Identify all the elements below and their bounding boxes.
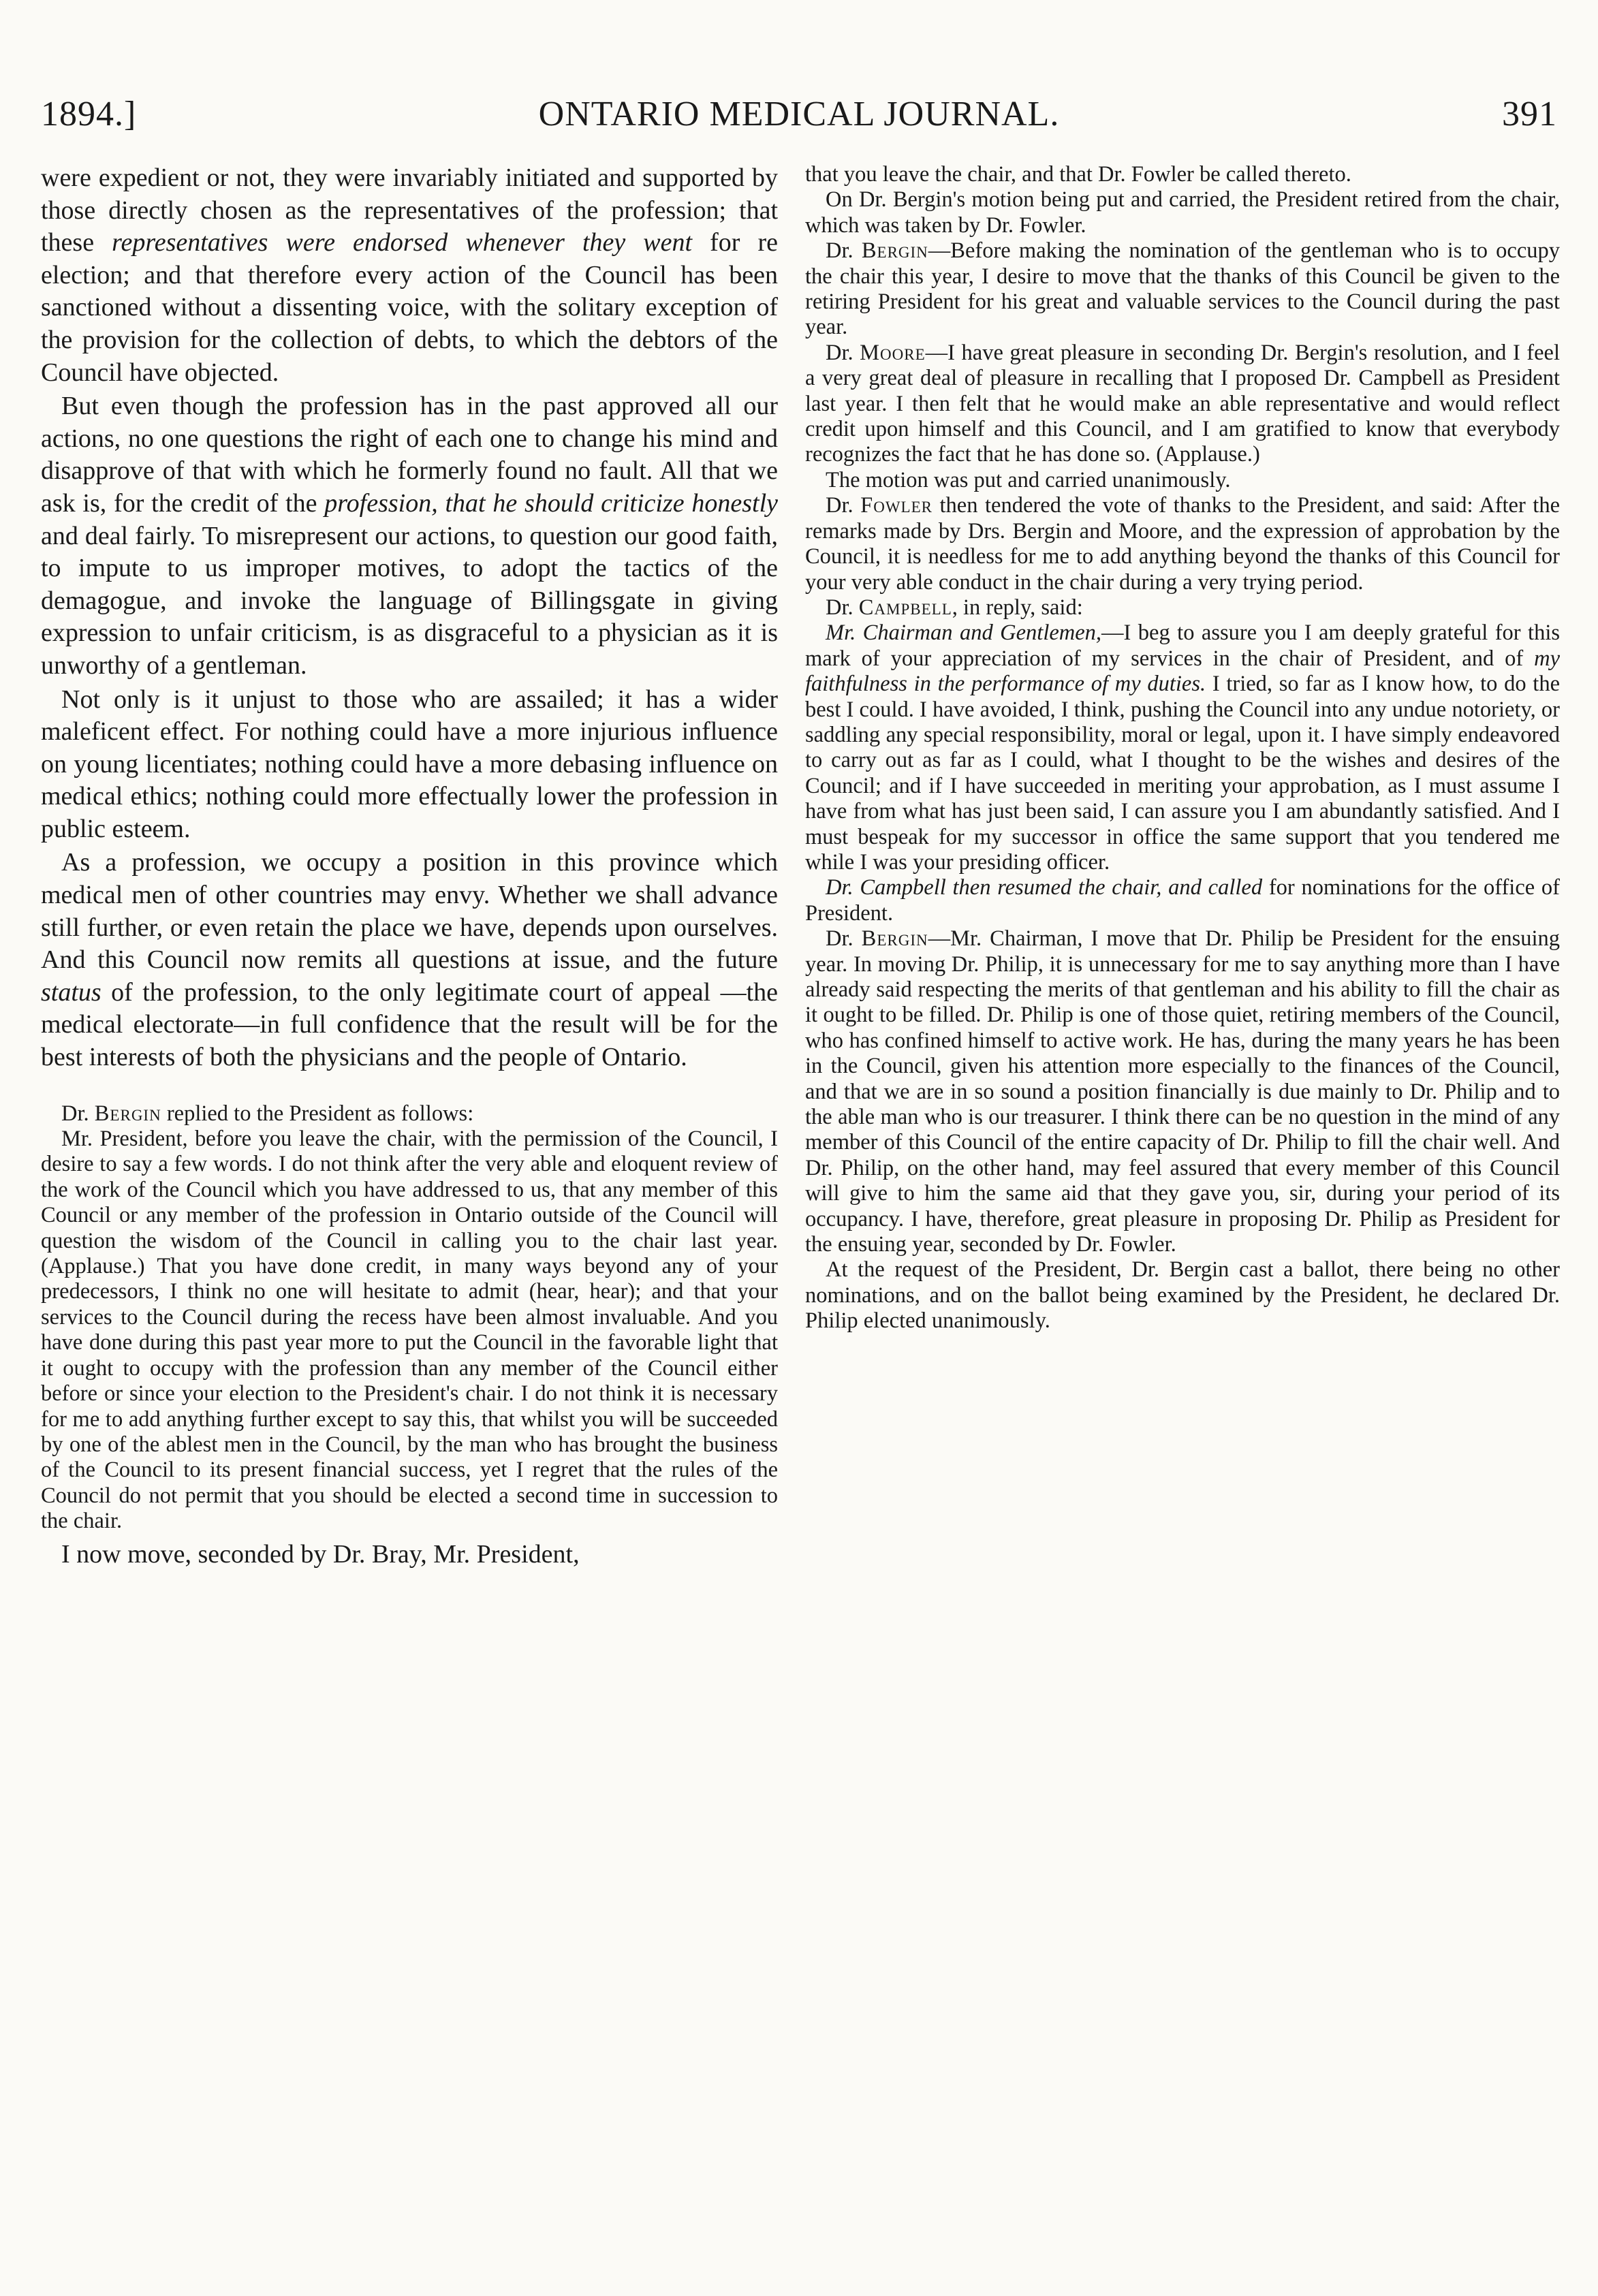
speaker-name: Moore — [860, 340, 926, 365]
paragraph: were expedient or not, they were invariably initiated and supported by those directly chosen as the representatives of the profession; that these representatives were endorsed whenever they went for re election; and that therefore every action of the Council has been sanctioned without a dissenting voice, with the solitary exception of the provision for the collection of debts, to which the debtors of the Council have objected. — [41, 163, 779, 387]
paragraph: But even though the profession has in the past approved all our actions, no one questions the right of each one to change his mind and disapprove of that with which he formerly found no fault. All that we ask is, for the credit of the profession, that he should criticize honestly and deal fairly. To misrepresent our actions, to question our good faith, to impute to us improper motives, to adopt the tactics of the demagogue, and invoke the language of Billingsgate in giving expression to unfair criticism, is as disgraceful to a physician as it is unworthy of a gentleman. — [41, 392, 778, 680]
header-year: 1894.] — [41, 95, 137, 133]
speaker-intro: Dr. Bergin replied to the President as follows: — [61, 1101, 474, 1126]
paragraph: Dr. Campbell then resumed the chair, and called for nominations for the office of President. — [805, 875, 1560, 926]
running-header — [41, 94, 1557, 135]
paragraph: Dr. Bergin—Mr. Chairman, I move that Dr. Philip be President for the ensuing year. In moving Dr. Philip, it is unnecessary for me to say anything more than I have already said respecting the merits of that gentleman and his ability to fill the chair as it ought to be filled. Dr. Philip is one of those quiet, retiring members of the Council, who has confined himself to active work. He has, during the many years he has been in the Council, given his attention more especially to the finances of the Council, and that we are in so sound a position financially is due mainly to Dr. Philip and to the able man who is our treasurer. I think there can be no question in the mind of any member of this Council of the entire capacity of Dr. Philip to fill the chair well. And Dr. Philip, on the other hand, may feel assured that every member of this Council will give to him the same aid that they gave you, sir, during your period of its occupancy. I have, therefore, great pleasure in proposing Dr. Philip as President for the ensuing year, seconded by Dr. Fowler. — [805, 926, 1561, 1257]
paragraph: As a profession, we occupy a position in this province which medical men of other countries may envy. Whether we shall advance still further, or even retain the place we have, depends upon ourselves. And this Council now remits all questions at issue, and the future status of the profession, to the only legitimate court of appeal —the medical electorate—in full confidence that the result will be for the best interests of both the physicians and the people of Ontario. — [41, 848, 778, 1072]
journal-title: ONTARIO MEDICAL JOURNAL. — [538, 95, 1060, 133]
paragraph: Mr. Chairman and Gentlemen,—I beg to assure you I am deeply grateful for this mark of your appreciation of my services in the chair of President, and of my faithfulness in the performance of my duties. I tried, so far as I know how, to do the best I could. I have avoided, I think, pushing the Council into any undue notoriety, or saddling any special responsibility, moral or legal, upon it. I have simply endeavored to carry out as far as I could, what I thought to be the wishes and desires of the Council; and if I have succeeded in meriting your approbation, as I must assume I have from what has just been said, I can assure you I am abundantly satisfied. And I must bespeak for my successor in office the same support that you tendered me while I was your presiding officer. — [805, 620, 1561, 875]
paragraph: At the request of the President, Dr. Bergin cast a ballot, there being no other nominations, and on the ballot being examined by the President, he declared Dr. Philip elected unanimously. — [805, 1257, 1560, 1334]
paragraph: Dr. Campbell, in reply, said: — [826, 595, 1083, 620]
paragraph: Dr. Fowler then tendered the vote of thanks to the President, and said: After the remarks made by Drs. Bergin and Moore, and the expression of approbation by the Council, it is needless for me to add anything beyond the thanks of this Council for your very able conduct in the chair during a very trying period. — [805, 493, 1561, 595]
paragraph: On Dr. Bergin's motion being put and carried, the President retired from the chair, which was taken by Dr. Fowler. — [805, 187, 1560, 238]
right-column — [805, 162, 1560, 1334]
paragraph: Dr. Bergin—Before making the nomination of the gentleman who is to occupy the chair this year, I desire to move that the thanks of this Council be given to the retiring President for his great and valuable services to the Council during the past year. — [805, 238, 1561, 340]
speech-paragraph: I now move, seconded by Dr. Bray, Mr. President, — [61, 1539, 580, 1569]
speaker-name: Bergin — [94, 1101, 161, 1126]
speaker-name: Bergin — [861, 238, 928, 264]
speaker-name: Fowler — [860, 493, 933, 518]
paragraph: that you leave the chair, and that Dr. Fowler be called thereto. — [805, 162, 1351, 187]
page-number: 391 — [1502, 95, 1557, 133]
paragraph: Dr. Moore—I have great pleasure in seconding Dr. Bergin's resolution, and I feel a very great deal of pleasure in recalling that I proposed Dr. Campbell as President last year. I then felt that he would make an able representative and would reflect credit upon himself and this Council, and I am gratified to know that everybody recognizes the fact that he has done so. (Applause.) — [805, 340, 1560, 467]
paragraph: The motion was put and carried unanimously. — [826, 467, 1231, 492]
left-column — [41, 162, 778, 1570]
speaker-name: Campbell — [858, 595, 952, 620]
paragraph: Not only is it unjust to those who are assailed; it has a wider maleficent effect. For nothing could have a more injurious influence on young licentiates; nothing could have a more debasing influence on medical ethics; nothing could more effectually lower the profession in public esteem. — [41, 685, 778, 843]
speaker-name: Bergin — [861, 926, 928, 952]
speech-paragraph: Mr. President, before you leave the chair, with the permission of the Council, I desire to say a few words. I do not think after the very able and eloquent review of the work of the Council which you have addressed to us, that any member of this Council or any member of the profession in Ontario outside of the Council will question the wisdom of the Council in calling you to the chair last year. (Applause.) That you have done credit, in many ways beyond any of your predecessors, I think no one will hesitate to admit (hear, hear); and that your services to the Council during the recess have been almost invaluable. And you have done during this past year more to put the Council in the favorable light that it ought to occupy with the profession than any member of the Council either before or since your election to the President's chair. I do not think it is necessary for me to add anything further except to say this, that whilst you will be succeeded by one of the ablest men in the Council, by the man who has brought the business of the Council to its present financial success, yet I regret that the rules of the Council do not permit that you should be elected a second time in succession to the chair. — [41, 1127, 778, 1534]
